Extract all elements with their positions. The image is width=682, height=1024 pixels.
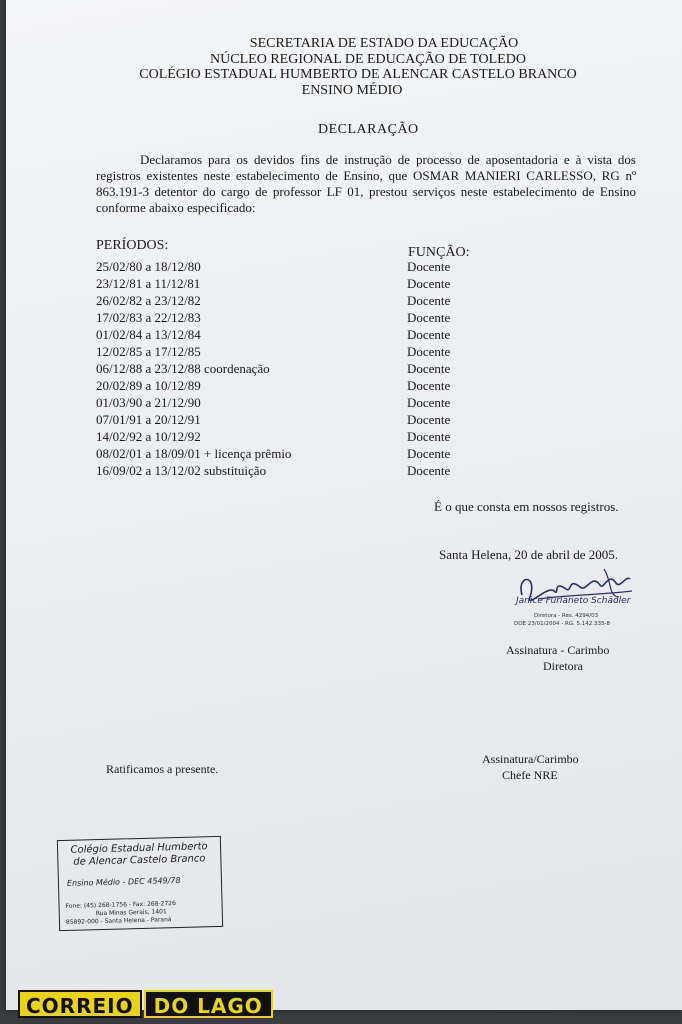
function-cell: Docente (407, 327, 451, 342)
document-title: DECLARAÇÃO (318, 122, 419, 137)
period-cell: 23/12/81 a 11/12/81 (96, 276, 201, 291)
table-row (96, 343, 496, 360)
function-cell: Docente (407, 395, 451, 410)
school-stamp (57, 836, 223, 931)
header-nucleo: NÚCLEO REGIONAL DE EDUCAÇÃO DE TOLEDO (210, 52, 526, 67)
records-statement: É o que consta em nossos registros. (434, 499, 619, 514)
director-label: Diretora (543, 659, 583, 673)
table-row (96, 360, 496, 377)
header-colegio: COLÉGIO ESTADUAL HUMBERTO DE ALENCAR CASTELO BRANCO (139, 67, 577, 82)
header-secretaria: SECRETARIA DE ESTADO DA EDUCAÇÃO (249, 36, 519, 51)
declaration-paragraph (96, 152, 636, 216)
function-cell: Docente (407, 344, 451, 359)
table-row (96, 462, 496, 479)
period-cell: 17/02/83 a 22/12/83 (96, 310, 201, 325)
table-row (96, 275, 496, 292)
ratification-text: Ratificamos a presente. (106, 762, 219, 776)
function-cell: Docente (407, 361, 451, 376)
stamp-address: Rua Minas Gerais, 1401 (95, 908, 167, 918)
table-row (96, 394, 496, 411)
stamp-phone: Fone: (45) 268-1756 - Fax: 268-2726 (65, 900, 177, 910)
period-cell: 01/03/90 a 21/12/90 (96, 395, 201, 410)
stamp-city: 85892-000 - Santa Helena - Paraná (65, 916, 172, 926)
document-page (6, 0, 682, 1010)
director-signature-label: Assinatura - Carimbo (506, 643, 610, 657)
table-row (96, 428, 496, 445)
function-cell: Docente (407, 429, 451, 444)
period-cell: 25/02/80 a 18/12/80 (96, 259, 201, 274)
correio-do-lago-logo (18, 990, 292, 1018)
period-cell: 14/02/92 a 10/12/92 (96, 429, 201, 444)
function-cell: Docente (407, 463, 451, 478)
table-row (96, 445, 496, 462)
period-cell: 06/12/88 a 23/12/88 coordenação (96, 361, 270, 376)
table-row (96, 411, 496, 428)
signature-stamp-name: Janice Furlaneto Schädler (516, 596, 631, 606)
period-cell: 12/02/85 a 17/12/85 (96, 344, 201, 359)
period-cell: 08/02/01 a 18/09/01 + licença prêmio (96, 446, 292, 461)
function-cell: Docente (407, 293, 451, 308)
period-cell: 07/01/91 a 20/12/91 (96, 412, 201, 427)
stamp-line-2: de Alencar Castelo Branco (73, 853, 206, 868)
stamp-line-1: Colégio Estadual Humberto (70, 841, 208, 856)
table-row (96, 292, 496, 309)
period-cell: 01/02/84 a 13/12/84 (96, 327, 201, 342)
function-cell: Docente (407, 310, 451, 325)
period-cell: 20/02/89 a 10/12/89 (96, 378, 201, 393)
function-cell: Docente (407, 412, 451, 427)
table-row (96, 377, 496, 394)
function-cell: Docente (407, 378, 451, 393)
function-header: FUNÇÃO: (408, 245, 470, 260)
function-cell: Docente (407, 276, 451, 291)
table-row (96, 258, 496, 275)
function-cell: Docente (407, 446, 451, 461)
periods-table (96, 258, 496, 479)
declaration-text: Declaramos para os devidos fins de instrução de processo de aposentadoria e à vista dos registros existentes neste estabelecimento de Ensino, que OSMAR MANIERI CARLESSO, RG nº 863.191-3 detentor do cargo de professor LF 01, prestou serviços neste estabelecimento de Ensino conforme abaixo especificado: (96, 152, 636, 215)
date-line: Santa Helena, 20 de abril de 2005. (439, 547, 619, 562)
signature-stamp-role: Diretora - Res. 4294/03 (534, 613, 599, 619)
period-cell: 26/02/82 a 23/12/82 (96, 293, 201, 308)
logo-part-correio: CORREIO (18, 990, 142, 1018)
function-cell: Docente (407, 259, 451, 274)
table-row (96, 309, 496, 326)
stamp-line-3: Ensino Médio - DEC 4549/78 (66, 875, 181, 888)
nre-signature-label: Assinatura/Carimbo (482, 752, 579, 766)
logo-part-do-lago: DO LAGO (144, 990, 273, 1018)
periods-header: PERÍODOS: (96, 238, 169, 253)
period-cell: 16/09/02 a 13/12/02 substituição (96, 463, 267, 478)
signature-stamp-doe: DOE 23/01/2004 - RG. 5.142.335-8 (514, 621, 611, 627)
header-ensino: ENSINO MÉDIO (301, 83, 403, 98)
nre-chief-label: Chefe NRE (502, 768, 558, 782)
table-row (96, 326, 496, 343)
